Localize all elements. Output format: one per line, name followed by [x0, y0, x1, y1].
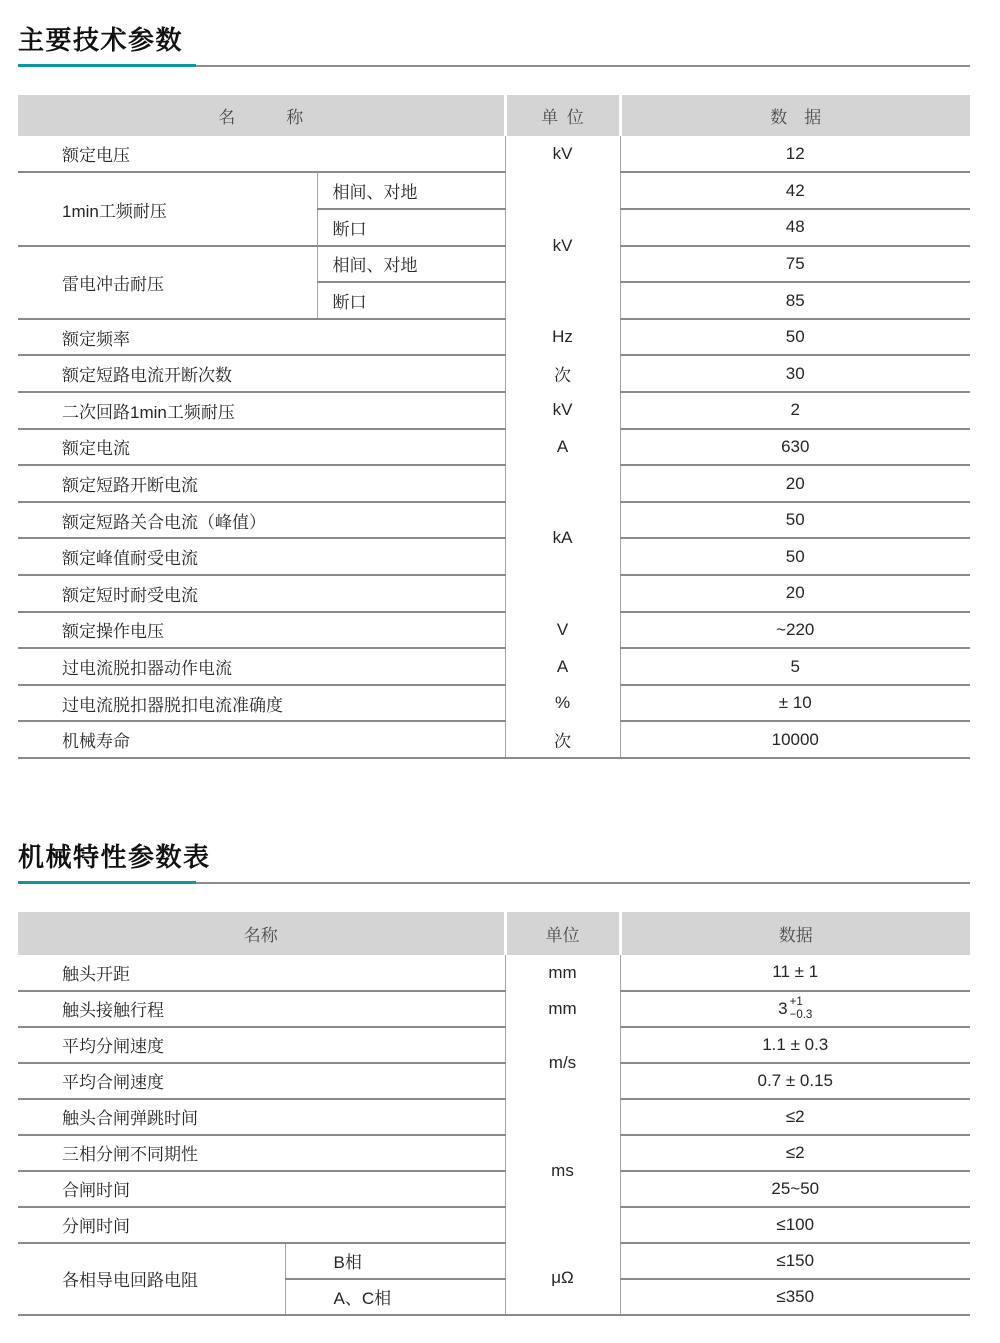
table-row: [18, 538, 970, 575]
value-cell: 25~50: [620, 1171, 970, 1207]
tolerance-stack: [790, 996, 813, 1022]
value-cell: ± 10: [620, 685, 970, 722]
table-header: [18, 912, 970, 955]
value-cell: 10000: [620, 721, 970, 758]
param-group: 雷电冲击耐压: [18, 246, 317, 319]
table-header: [18, 95, 970, 136]
header-data: 数据: [620, 912, 970, 955]
param-subname: 相间、对地: [317, 172, 505, 209]
unit-cell: Hz: [505, 319, 620, 356]
tolerance-lower: −0.3: [789, 1008, 813, 1021]
value-cell: ≤2: [620, 1135, 970, 1171]
table-row: [18, 246, 970, 283]
param-name: 额定电压: [62, 146, 130, 166]
unit-cell: 次: [505, 355, 620, 392]
param-name: 三相分闸不同期性: [18, 1135, 505, 1171]
value-cell: 12: [620, 136, 970, 173]
unit-cell: V: [505, 612, 620, 649]
unit-cell: kV: [505, 136, 620, 173]
value-cell: 42: [620, 172, 970, 209]
param-subname: B相: [285, 1243, 505, 1279]
param-name: 触头接触行程: [18, 991, 505, 1027]
table-row: [18, 172, 970, 209]
param-name: 额定短路开断电流: [18, 465, 505, 502]
param-subname: 相间、对地: [317, 246, 505, 283]
param-name: 额定峰值耐受电流: [18, 538, 505, 575]
table-row: [18, 355, 970, 392]
param-name: 额定操作电压: [18, 612, 505, 649]
value-cell: 2: [620, 392, 970, 429]
header-unit: 单位: [505, 912, 620, 955]
param-name: 额定电流: [18, 429, 505, 466]
param-name: 合闸时间: [18, 1171, 505, 1207]
value-cell: 30: [620, 355, 970, 392]
value-cell: ≤100: [620, 1207, 970, 1243]
param-subname: 断口: [317, 282, 505, 319]
table-row: [18, 648, 970, 685]
section-title-main-params: 主要技术参数: [18, 25, 184, 55]
section-main-params: [18, 26, 970, 759]
table-row: [18, 955, 970, 991]
title-underline: [18, 882, 970, 884]
header-row: [18, 912, 970, 955]
unit-cell: kV: [505, 172, 620, 318]
header-row: [18, 95, 970, 136]
table-row: [18, 612, 970, 649]
table-row: [18, 1063, 970, 1099]
param-name: 额定短路电流开断次数: [18, 355, 505, 392]
table-row: [18, 465, 970, 502]
param-name: 触头开距: [62, 964, 130, 984]
param-name: 触头合闸弹跳时间: [18, 1099, 505, 1135]
param-name: 平均合闸速度: [18, 1063, 505, 1099]
table-row: [18, 1171, 970, 1207]
unit-cell: %: [505, 685, 620, 722]
param-name: 额定频率: [18, 319, 505, 356]
table-row: [18, 575, 970, 612]
value-cell: 0.7 ± 0.15: [620, 1063, 970, 1099]
param-name: 分闸时间: [18, 1207, 505, 1243]
main-params-table: [18, 95, 970, 759]
param-name: 过电流脱扣器脱扣电流准确度: [18, 685, 505, 722]
title-underline-accent: [18, 64, 196, 67]
value-cell: 20: [620, 575, 970, 612]
table-row: [18, 991, 970, 1027]
header-name: 名称: [18, 912, 505, 955]
table-row: [18, 1135, 970, 1171]
table-row: [18, 1027, 970, 1063]
value-cell: ~220: [620, 612, 970, 649]
title-underline-accent: [18, 881, 196, 884]
table-row: [18, 502, 970, 539]
table-row: [18, 685, 970, 722]
tolerance-upper: +1: [789, 995, 803, 1008]
header-name: 名 称: [18, 95, 505, 136]
table-row: [18, 392, 970, 429]
section-mech-params: [18, 843, 970, 1316]
table-row: [18, 319, 970, 356]
param-name: 过电流脱扣器动作电流: [18, 648, 505, 685]
value-cell: 50: [620, 502, 970, 539]
value-cell: ≤2: [620, 1099, 970, 1135]
title-underline: [18, 65, 970, 67]
unit-cell: 次: [505, 721, 620, 758]
mech-params-table: [18, 912, 970, 1316]
unit-cell: ms: [505, 1099, 620, 1243]
header-unit: 单 位: [505, 95, 620, 136]
table-row: [18, 136, 970, 173]
unit-cell: kA: [505, 465, 620, 611]
table-row: [18, 429, 970, 466]
param-name: 二次回路1min工频耐压: [18, 392, 505, 429]
unit-cell: A: [505, 648, 620, 685]
param-name: 机械寿命: [18, 721, 505, 758]
header-data: 数 据: [620, 95, 970, 136]
tolerance-value: [778, 996, 812, 1022]
value-cell: 1.1 ± 0.3: [620, 1027, 970, 1063]
section-title-mech-params: 机械特性参数表: [18, 841, 211, 872]
value-cell: ≤350: [620, 1279, 970, 1315]
param-name: 额定短路关合电流（峰值）: [18, 502, 505, 539]
unit-cell: μΩ: [505, 1243, 620, 1315]
value-cell: 20: [620, 465, 970, 502]
table-row: [18, 1243, 970, 1279]
value-cell: 50: [620, 319, 970, 356]
value-cell: ≤150: [620, 1243, 970, 1279]
param-group: 1min工频耐压: [18, 172, 317, 245]
value-cell: 75: [620, 246, 970, 283]
table-body: [18, 136, 970, 758]
tolerance-base: 3: [778, 998, 788, 1018]
param-group: 各相导电回路电阻: [18, 1243, 285, 1315]
value-cell: 630: [620, 429, 970, 466]
unit-cell: mm: [505, 991, 620, 1027]
unit-cell: m/s: [505, 1027, 620, 1099]
value-cell: 85: [620, 282, 970, 319]
value-cell: 11 ± 1: [620, 955, 970, 991]
table-body: [18, 955, 970, 1315]
spec-page: [18, 0, 970, 1316]
param-name: 额定短时耐受电流: [18, 575, 505, 612]
param-name: 平均分闸速度: [18, 1027, 505, 1063]
table-row: [18, 1207, 970, 1243]
table-row: [18, 1099, 970, 1135]
unit-cell: kV: [505, 392, 620, 429]
param-subname: 断口: [317, 209, 505, 246]
unit-cell: mm: [505, 955, 620, 991]
value-cell: 50: [620, 538, 970, 575]
value-cell: 5: [620, 648, 970, 685]
unit-cell: A: [505, 429, 620, 466]
value-cell: 48: [620, 209, 970, 246]
table-row: [18, 721, 970, 758]
value-cell-tolerance: [620, 991, 970, 1027]
param-subname: A、C相: [285, 1279, 505, 1315]
